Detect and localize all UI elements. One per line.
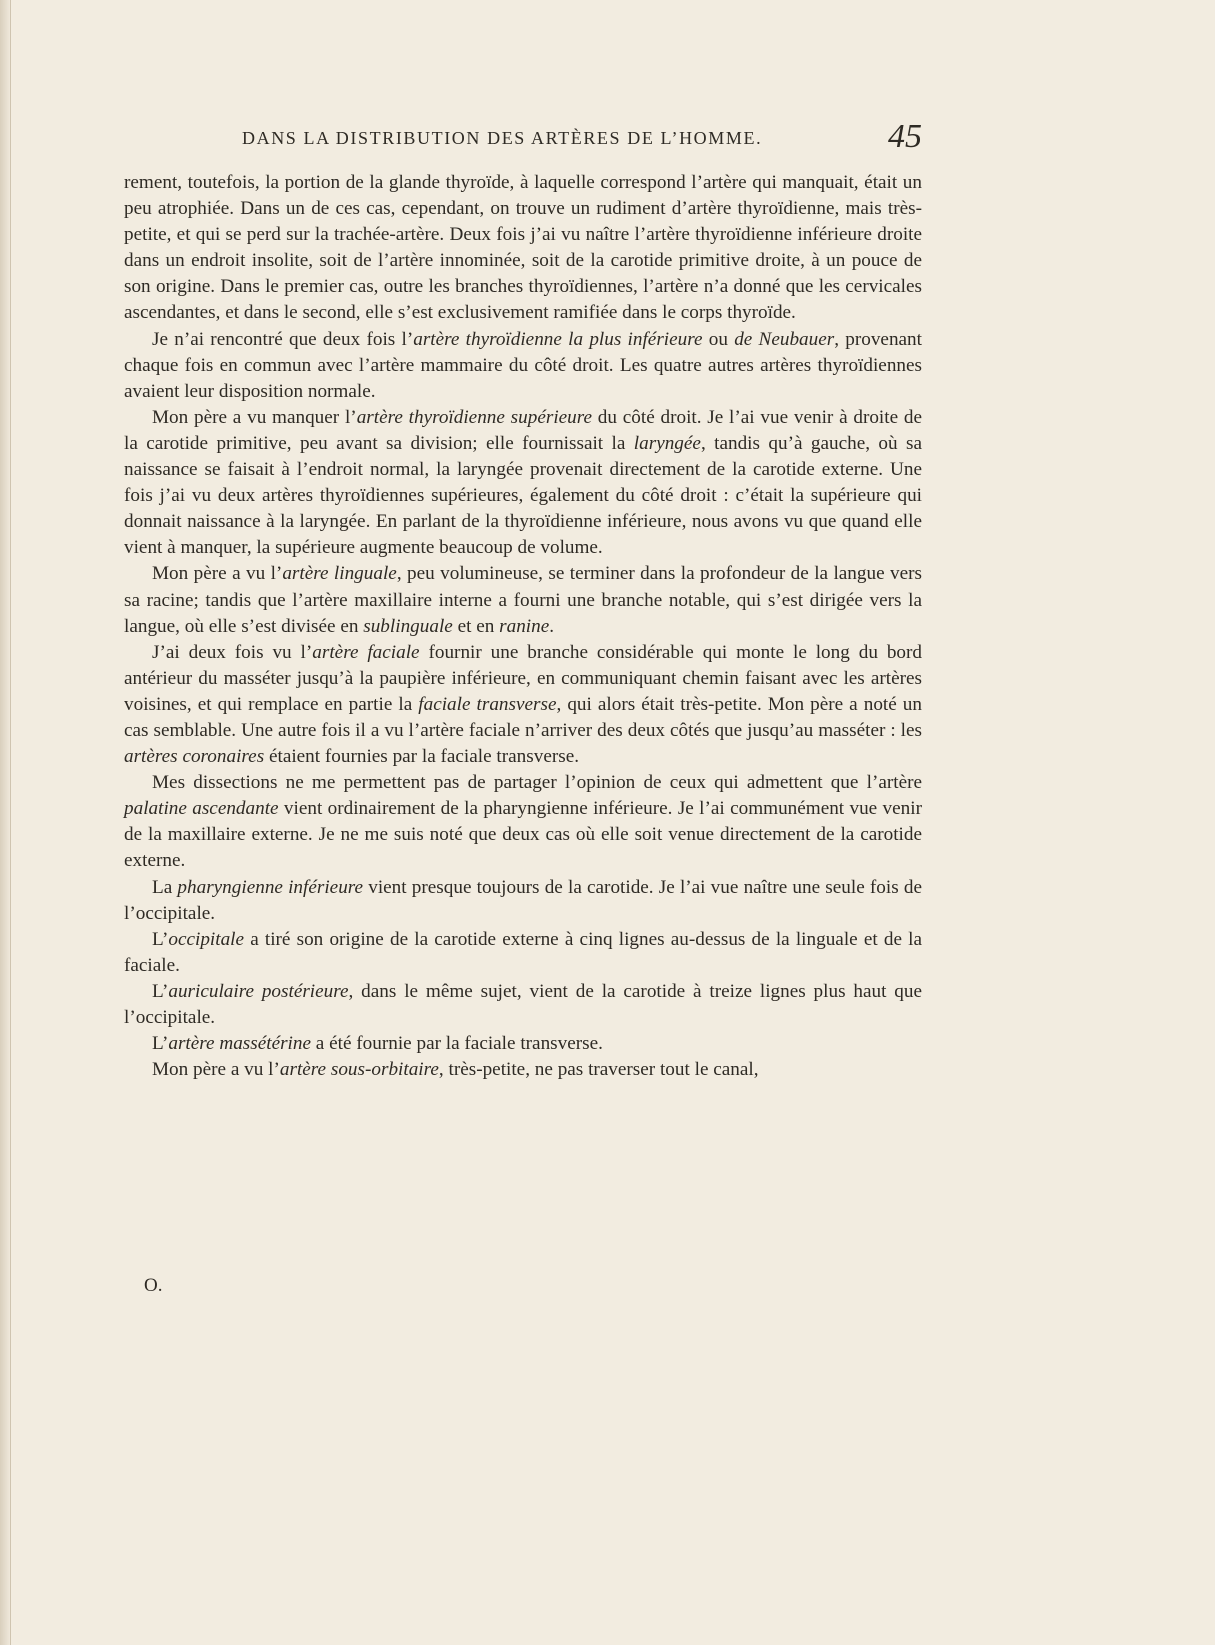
text-run: L’ bbox=[152, 928, 169, 950]
text-run: La bbox=[152, 876, 178, 898]
text-run: du côté droit. Je l’ai vue venir à droite de la carotide primitive, peu avant sa division; elle fournissait la bbox=[124, 406, 922, 454]
paragraph bbox=[124, 770, 922, 874]
page-number: 45 bbox=[888, 118, 922, 155]
paragraph bbox=[124, 1057, 922, 1083]
text-run: , qui alors était très-petite. Mon père a noté un cas semblable. Une autre fois il a vu l’artère faciale n’arriver des deux côtés que jusqu’au masséter : les bbox=[124, 693, 922, 741]
text-run: Mon père a vu manquer l’ bbox=[152, 406, 357, 428]
text-run: L’ bbox=[152, 1033, 169, 1055]
paragraph bbox=[124, 170, 922, 327]
text-run: Mon père a vu l’ bbox=[152, 1059, 280, 1081]
italic-term: auriculaire postérieure bbox=[168, 980, 349, 1002]
paragraph bbox=[124, 405, 922, 562]
text-run: a tiré son origine de la carotide externe à cinq lignes au-dessus de la linguale et de la faciale. bbox=[124, 928, 922, 976]
running-head bbox=[124, 118, 922, 158]
italic-term: palatine ascendante bbox=[124, 798, 279, 820]
text-run: J’ai deux fois vu l’ bbox=[152, 641, 313, 663]
italic-term: artère sous-orbitaire bbox=[279, 1059, 439, 1081]
paragraph bbox=[124, 1031, 922, 1057]
text-run: et en bbox=[452, 615, 500, 637]
page-binding-edge bbox=[0, 0, 10, 1645]
italic-term: laryngée bbox=[633, 432, 701, 454]
italic-term: artère faciale bbox=[312, 641, 420, 663]
text-run: fournir une branche considérable qui monte le long du bord antérieur du masséter jusqu’à la paupière inférieure, en communiquant chemin faisant avec les artères voisines, et qui remplace en partie la bbox=[124, 641, 922, 715]
italic-term: de Neubauer bbox=[734, 328, 835, 350]
italic-term: artère massétérine bbox=[168, 1033, 311, 1055]
page-edge-rule bbox=[10, 0, 11, 1645]
paragraph bbox=[124, 640, 922, 770]
text-run: , peu volumineuse, se terminer dans la profondeur de la langue vers sa racine; tandis que l’artère maxillaire interne a fourni une branche notable, qui s’est dirigée vers la langue, où elle s’est divisée en bbox=[124, 563, 922, 637]
text-run: L’ bbox=[152, 980, 169, 1002]
italic-term: pharyngienne inférieure bbox=[177, 876, 364, 898]
body-text bbox=[124, 170, 922, 1083]
italic-term: artère linguale bbox=[282, 563, 397, 585]
text-run: . bbox=[549, 615, 555, 637]
text-run: vient presque toujours de la carotide. Je l’ai vue naître une seule fois de l’occipitale. bbox=[124, 876, 922, 924]
text-run: a été fournie par la faciale transverse. bbox=[311, 1033, 603, 1055]
text-run: étaient fournies par la faciale transverse. bbox=[264, 746, 580, 768]
italic-term: occipitale bbox=[168, 928, 245, 950]
text-run: Mes dissections ne me permettent pas de partager l’opinion de ceux qui admettent que l’artère bbox=[152, 772, 922, 794]
text-run: , très-petite, ne pas traverser tout le canal, bbox=[438, 1059, 759, 1081]
paragraph bbox=[124, 979, 922, 1031]
italic-term: sublinguale bbox=[363, 615, 453, 637]
text-run: rement, toutefois, la portion de la glande thyroïde, à laquelle correspond l’artère qui manquait, était un peu atrophiée. Dans un de ces cas, cependant, on trouve un rudiment d’artère thyroïdienne, mais très-petite, et qui se perd sur la trachée-artère. Deux fois j’ai vu naître l’artère thyroïdienne inférieure droite dans un endroit insolite, soit de l’artère innominée, soit de la carotide primitive droite, à un pouce de son origine. Dans le premier cas, outre les branches thyroïdiennes, l’artère n’a donné que les cervicales ascendantes, et dans le second, elle s’est exclusivement ramifiée dans le corps thyroïde. bbox=[124, 172, 922, 324]
paragraph bbox=[124, 327, 922, 405]
text-run: ou bbox=[702, 328, 735, 350]
text-run: , provenant chaque fois en commun avec l’artère mammaire du côté droit. Les quatre autres artères thyroïdiennes avaient leur disposition normale. bbox=[124, 328, 922, 402]
paragraph bbox=[124, 561, 922, 639]
paragraph bbox=[124, 927, 922, 979]
running-title: DANS LA DISTRIBUTION DES ARTÈRES DE L’HOMME. bbox=[242, 128, 763, 148]
text-run: vient ordinairement de la pharyngienne inférieure. Je l’ai communément vue venir de la maxillaire externe. Je ne me suis noté que deux cas où elle soit venue directement de la carotide externe. bbox=[124, 798, 922, 872]
italic-term: artères coronaires bbox=[124, 746, 265, 768]
italic-term: artère thyroïdienne la plus inférieure bbox=[413, 328, 703, 350]
italic-term: artère thyroïdienne supérieure bbox=[356, 406, 593, 428]
italic-term: faciale transverse bbox=[418, 693, 557, 715]
text-run: , dans le même sujet, vient de la carotide à treize lignes plus haut que l’occipitale. bbox=[124, 980, 922, 1028]
text-run: Mon père a vu l’ bbox=[152, 563, 283, 585]
italic-term: ranine bbox=[499, 615, 550, 637]
paragraph bbox=[124, 875, 922, 927]
signature-mark: O. bbox=[144, 1275, 163, 1296]
text-run: Je n’ai rencontré que deux fois l’ bbox=[152, 328, 414, 350]
text-run: , tandis qu’à gauche, où sa naissance se faisait à l’endroit normal, la laryngée provenait directement de la carotide externe. Une fois j’ai vu deux artères thyroïdiennes supérieures, également du côté droit : c’était la supérieure qui donnait naissance à la laryngée. En parlant de la thyroïdienne inférieure, nous avons vu que quand elle vient à manquer, la supérieure augmente beaucoup de volume. bbox=[124, 432, 922, 559]
